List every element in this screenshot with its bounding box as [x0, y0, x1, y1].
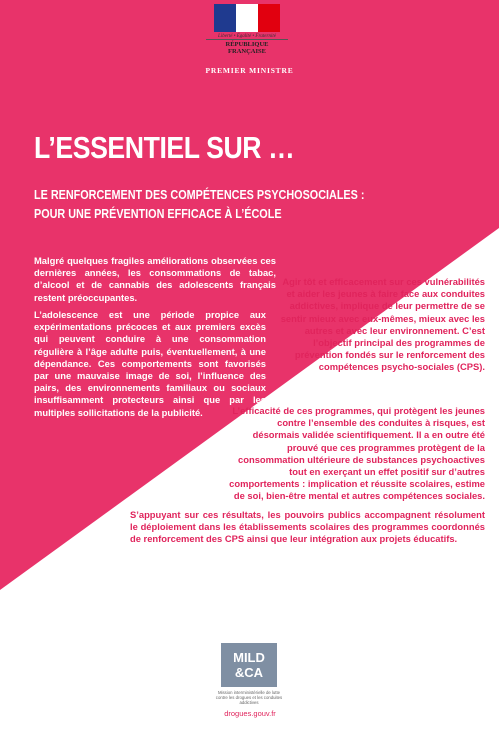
mildeca-logo-line1: MILD	[233, 650, 265, 665]
mildeca-mission: Mission interministérielle de lutte contre les drogues et les conduites addictives	[215, 690, 283, 705]
republique-francaise-logo	[206, 4, 288, 54]
ministry-label: PREMIER MINISTRE	[205, 66, 294, 75]
republic-motto: Liberté • Égalité • Fraternité	[218, 34, 276, 39]
republic-name: RÉPUBLIQUE FRANÇAISE	[206, 39, 288, 55]
conclusion-paragraph: S’appuyant sur ces résultats, les pouvoirs publics accompagnent résolument le déploiement dans les établissements scolaires des programmes coordonnés de renforcement des CPS ainsi que leur intégration aux projets éducatifs.	[130, 509, 485, 545]
action-paragraph: Agir tôt et efficacement sur ces vulnérabilités et aider les jeunes à faire face aux conduites addictives, implique de leur permettre de se sentir mieux avec eux-mêmes, mieux avec les autres et avec leur environnement. C’est l’objectif principal des programmes de prévention fondés sur le renforcement des compétences psycho-sociales (CPS).	[280, 276, 485, 373]
mildeca-logo-line2: &CA	[234, 665, 264, 680]
adolescence-paragraph: L’adolescence est une période propice aux expérimentations précoces et aux premiers excès qui peuvent conduire à une consommation régulière à l’âge adulte puis, éventuellement, à une dépendance. Ces comportements sont favorisés par une mauvaise image de soi, l’influence des pairs, des environnements familiaux ou sociaux insuffisamment protecteurs ainsi que par les multiples sollicitations de la publicité.	[34, 309, 266, 418]
marianne-flag-icon	[214, 4, 280, 32]
page-subtitle	[34, 185, 364, 223]
page-title: L’ESSENTIEL SUR …	[34, 130, 295, 165]
website-link[interactable]: drogues.gouv.fr	[224, 709, 276, 718]
subtitle-line-2: POUR UNE PRÉVENTION EFFICACE À L’ÉCOLE	[34, 206, 282, 221]
subtitle-line-1: LE RENFORCEMENT DES COMPÉTENCES PSYCHOSOCIALES :	[34, 187, 365, 202]
intro-paragraph: Malgré quelques fragiles améliorations observées ces dernières années, les consommations de tabac, d’alcool et de cannabis des adolescents français restent préoccupantes.	[34, 255, 276, 303]
efficacy-paragraph: L’efficacité de ces programmes, qui protègent les jeunes contre l’ensemble des conduites à risques, est désormais validée scientifiquement. Il a en outre été prouvé que ces programmes protègent de la consommation ultérieure de substances psychoactives tout en exerçant un effet positif sur d’autres comportements : implication et réussite scolaires, estime de soi, bien-être mental et autres compétences sociales.	[229, 405, 485, 502]
mildeca-logo	[221, 643, 277, 687]
